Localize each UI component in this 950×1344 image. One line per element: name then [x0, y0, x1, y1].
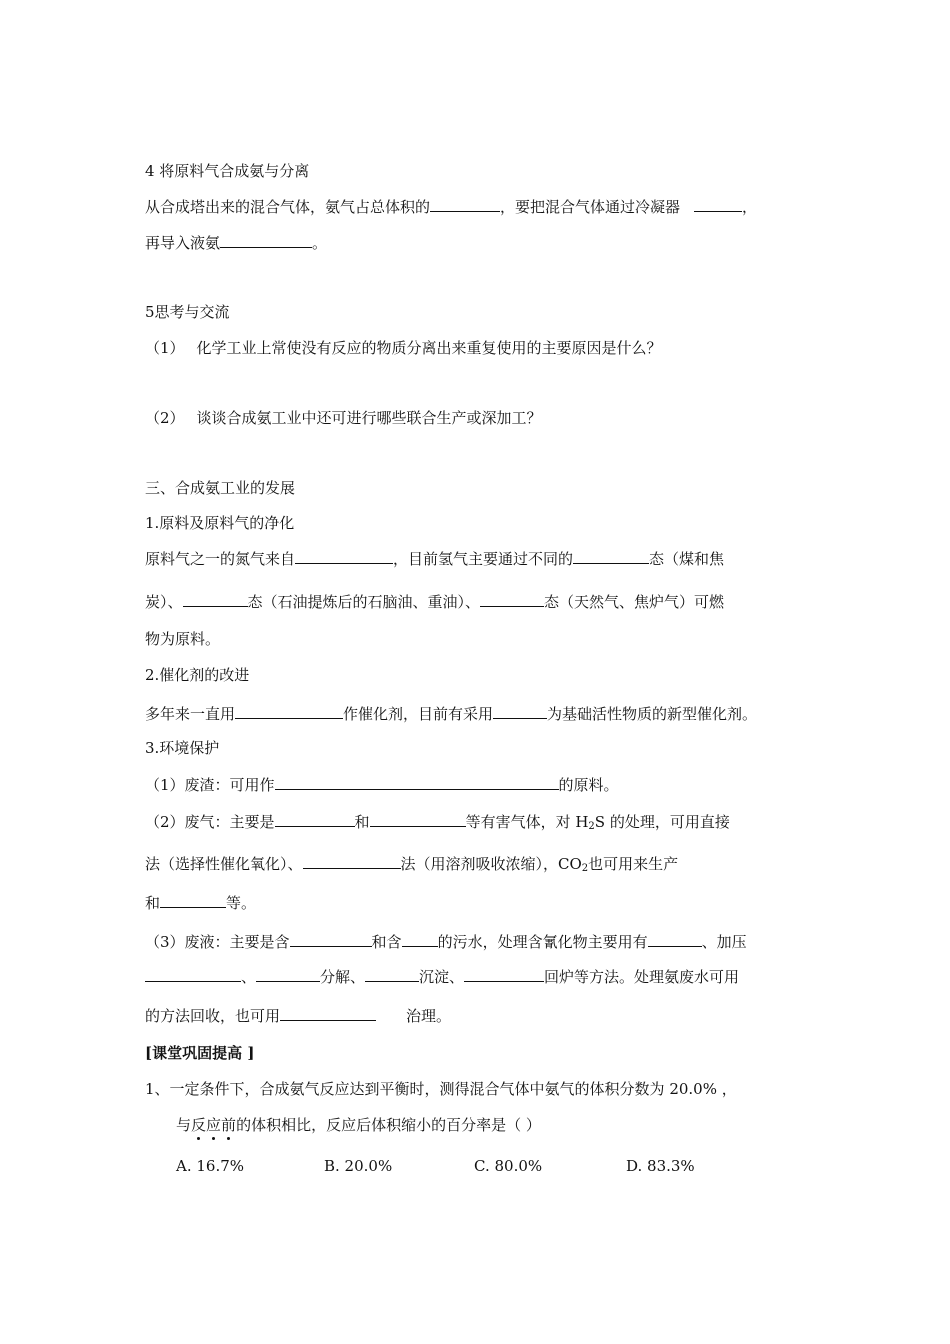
question-text: 化学工业上常使没有反应的物质分离出来重复使用的主要原因是什么？ — [196, 339, 662, 357]
text: 。 — [312, 234, 328, 252]
answer-blank[interactable] — [480, 591, 544, 607]
question-text: 谈谈合成氨工业中还可进行哪些联合生产或深加工？ — [196, 409, 542, 427]
text: 分解、 — [320, 968, 366, 986]
answer-blank[interactable] — [220, 232, 312, 248]
option-c[interactable]: C. 80.0% — [474, 1157, 543, 1175]
text: 为基础活性物质的新型催化剂。 — [547, 705, 758, 723]
waste-residue-line — [145, 774, 619, 795]
text: 等。 — [226, 894, 257, 912]
answer-blank[interactable] — [493, 703, 547, 719]
section-4-line-2 — [145, 232, 327, 253]
option-d[interactable]: D. 83.3% — [626, 1157, 695, 1175]
waste-gas-line-3 — [145, 892, 256, 913]
text: 态（煤和焦 — [649, 550, 725, 568]
waste-liquid-line-2 — [145, 966, 739, 987]
waste-gas-line-2 — [145, 853, 678, 879]
waste-liquid-line-1 — [145, 931, 747, 952]
answer-blank[interactable] — [235, 703, 343, 719]
answer-blank[interactable] — [648, 931, 702, 947]
subscript: 2 — [581, 863, 589, 874]
text: ，目前氢气主要通过不同的 — [393, 550, 574, 568]
question-number: （1） — [145, 339, 185, 357]
practice-heading: [课堂巩固提高 ] — [145, 1044, 255, 1062]
answer-blank[interactable] — [464, 966, 544, 982]
text: 的污水，处理含氰化物主要用有 — [437, 933, 648, 951]
answer-options — [0, 1156, 950, 1176]
answer-blank[interactable] — [275, 811, 355, 827]
text: 、加压 — [701, 933, 747, 951]
text: 法（用溶剂吸收浓缩），CO — [400, 855, 582, 873]
subscript: 2 — [588, 821, 595, 832]
answer-blank[interactable] — [430, 196, 500, 212]
answer-blank[interactable] — [183, 591, 248, 607]
text: 、 — [241, 968, 257, 986]
text: 炭）、 — [145, 593, 183, 611]
raw-material-line-2 — [145, 591, 724, 612]
answer-blank[interactable] — [290, 931, 372, 947]
answer-blank[interactable] — [402, 931, 438, 947]
text: 从合成塔出来的混合气体，氨气占总体积的 — [145, 198, 431, 216]
text: 多年来一直用 — [145, 705, 236, 723]
text: 再导入液氨 — [145, 234, 221, 252]
text: 原料气之一的氮气来自 — [145, 550, 296, 568]
subsection-3-title: 3.环境保护 — [145, 739, 220, 757]
answer-blank[interactable] — [370, 811, 466, 827]
answer-blank[interactable] — [256, 966, 320, 982]
text: 沉淀、 — [419, 968, 465, 986]
question-5-1 — [145, 338, 662, 358]
text: 作催化剂，目前有采用 — [343, 705, 494, 723]
text: 回炉等方法。处理氨废水可用 — [544, 968, 740, 986]
text: ，要把混合气体通过冷凝器 — [500, 198, 681, 216]
subsection-2-title: 2.催化剂的改进 — [145, 666, 250, 684]
answer-blank[interactable] — [303, 853, 401, 869]
answer-blank[interactable] — [160, 892, 226, 908]
text: ， — [742, 198, 758, 216]
question-5-2 — [145, 408, 542, 428]
waste-gas-line-1 — [145, 811, 730, 837]
question-number: （2） — [145, 409, 185, 427]
option-b[interactable]: B. 20.0% — [324, 1157, 393, 1175]
catalyst-line — [145, 703, 757, 724]
text: 的原料。 — [558, 776, 619, 794]
text: 法（选择性催化氧化）、 — [145, 855, 303, 873]
text: （1）废渣：可用作 — [145, 776, 275, 794]
answer-blank[interactable] — [694, 196, 742, 212]
waste-liquid-line-3 — [145, 1005, 451, 1026]
emphasis-char: 反 — [191, 1116, 207, 1134]
text: S 的处理，可用直接 — [594, 813, 730, 831]
answer-blank[interactable] — [275, 774, 559, 790]
answer-blank[interactable] — [145, 966, 241, 982]
practice-question-1-line-1: 1、一定条件下，合成氨气反应达到平衡时，测得混合气体中氨气的体积分数为 20.0% ， — [145, 1080, 737, 1098]
answer-blank[interactable] — [295, 548, 393, 564]
section-4-line-1 — [145, 196, 757, 217]
option-a[interactable]: A. 16.7% — [176, 1157, 245, 1175]
text: 等有害气体，对 H — [465, 813, 589, 831]
text: 态（天然气、焦炉气）可燃 — [544, 593, 725, 611]
answer-blank[interactable] — [280, 1005, 376, 1021]
subsection-1-title: 1.原料及原料气的净化 — [145, 514, 295, 532]
text: 与 — [176, 1116, 192, 1134]
text: 治理。 — [406, 1007, 452, 1025]
text: （3）废液：主要是含 — [145, 933, 290, 951]
text: 和 — [145, 894, 161, 912]
answer-blank[interactable] — [365, 966, 419, 982]
text: 和 — [354, 813, 370, 831]
text: 和含 — [371, 933, 402, 951]
emphasis-char: 应 — [206, 1116, 222, 1134]
answer-blank[interactable] — [573, 548, 649, 564]
emphasis-char: 前 — [221, 1116, 237, 1134]
raw-material-line-1 — [145, 548, 724, 569]
section-3-title: 三、合成氨工业的发展 — [145, 479, 296, 497]
section-5-title: 5思考与交流 — [145, 303, 230, 321]
raw-material-line-3: 物为原料。 — [145, 630, 221, 648]
section-4-title: 4 将原料气合成氨与分离 — [145, 162, 310, 180]
practice-question-1-line-2 — [176, 1115, 541, 1135]
text: 态（石油提炼后的石脑油、重油）、 — [247, 593, 481, 611]
text: 也可用来生产 — [588, 855, 679, 873]
text: 的体积相比，反应后体积缩小的百分率是（ ） — [236, 1116, 541, 1134]
text: （2）废气：主要是 — [145, 813, 275, 831]
text: 的方法回收，也可用 — [145, 1007, 281, 1025]
